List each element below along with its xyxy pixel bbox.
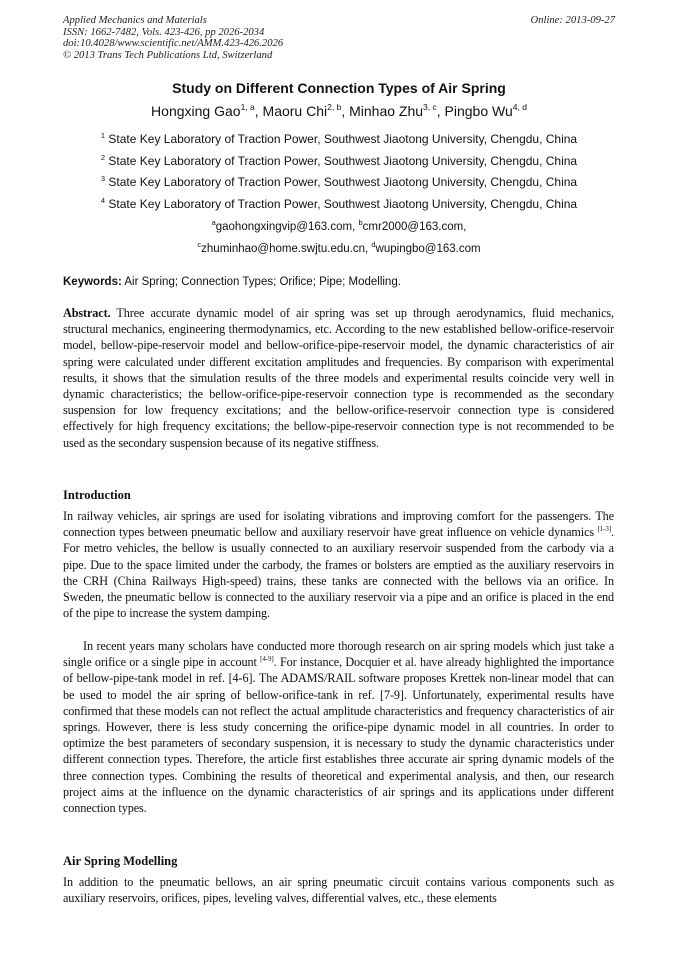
email-marker: d [371, 240, 376, 249]
paragraph-text: In recent years many scholars have conducted more thorough research on air spring models which just take a single orifice or a single pipe in account [63, 639, 614, 670]
email-address: cmr2000@163.com, [362, 221, 467, 233]
affiliation-text: State Key Laboratory of Traction Power, Southwest Jiaotong University, Chengdu, China [108, 175, 578, 189]
keywords-label: Keywords: [63, 276, 122, 288]
paragraph-text: . For metro vehicles, the bellow is usually connected to an auxiliary reservoir suspended from the carbody via a pipe. Due to the space limited under the carbody, the frames or bolsters are emptied as the auxiliary reservoirs in the CRH (China Railways High-speed) trains, these tanks are connected with the bellows via an orifice. In Sweden, the pneumatic bellow is connected to the auxiliary reservoir via a pipe and an orifice is placed in the end of the pipe to increase the system damping. [63, 525, 614, 621]
doi-line: doi:10.4028/www.scientific.net/AMM.423-426.2026 [63, 38, 284, 50]
abstract-label: Abstract. [63, 306, 111, 320]
email-marker: b [358, 218, 363, 227]
email-address: wupingbo@163.com [375, 243, 481, 255]
author-name: Minhao Zhu [349, 103, 424, 119]
affiliation [0, 131, 678, 146]
abstract [63, 305, 614, 451]
online-date: Online: 2013-09-27 [530, 15, 615, 26]
affiliation-text: State Key Laboratory of Traction Power, Southwest Jiaotong University, Chengdu, China [108, 154, 578, 168]
section-heading-modelling: Air Spring Modelling [63, 854, 178, 868]
keywords [63, 276, 401, 288]
modelling-paragraph-1: In addition to the pneumatic bellows, an air spring pneumatic circuit contains various components such as auxiliary reservoirs, orifices, pipes, leveling valves, differential valves, etc., these elements [63, 875, 614, 906]
email-marker: a [211, 218, 216, 227]
affiliation-number: 1 [100, 131, 106, 140]
author-affil-marker: 2, b [327, 102, 342, 112]
author-name: Pingbo Wu [444, 103, 513, 119]
affiliation [0, 196, 678, 211]
email-line [0, 218, 678, 233]
author-separator: , [436, 103, 445, 119]
email-line [0, 240, 678, 255]
affiliation-number: 3 [100, 174, 106, 183]
email-address: gaohongxingvip@163.com, [215, 221, 359, 233]
citation: [1-3] [597, 525, 612, 534]
keywords-text: Air Spring; Connection Types; Orifice; Pipe; Modelling. [121, 276, 401, 288]
affiliation-number: 2 [100, 153, 106, 162]
abstract-text: Three accurate dynamic model of air spring was set up through aerodynamics, fluid mechanics, structural mechanics, engineering thermodynamics, etc. According to the new established bellow-orifice-reservoir model, bellow-pipe-reservoir model and bellow-orifice-pipe-reservoir model, the dynamic characteristics of air spring were calculated under different excitation amplitudes and frequencies. By comparison with experimental results, it shows that the simulation results of the three models and experimental results coincide very well in dynamic characteristics; the bellow-orifice-pipe-reservoir connection type is recommended as the secondary suspension for low frequency excitations; and the bellow-orifice-reservoir connection type is considered effectively for high frequency excitations; the bellow-pipe-reservoir connection type is not recommended to be used as the secondary suspension because of its negative stiffness. [63, 306, 614, 450]
author-name: Hongxing Gao [151, 103, 241, 119]
copyright-line: © 2013 Trans Tech Publications Ltd, Switzerland [63, 49, 273, 61]
email-marker: c [197, 240, 202, 249]
author-affil-marker: 3, c [423, 102, 437, 112]
affiliation-text: State Key Laboratory of Traction Power, Southwest Jiaotong University, Chengdu, China [108, 197, 578, 211]
author-list [0, 102, 678, 119]
paragraph-text: In railway vehicles, air springs are used for isolating vibrations and improving comfort for the passengers. The connection types between pneumatic bellow and auxiliary reservoir have great influence on vehicle dynamics [63, 509, 614, 540]
paragraph-text: . For instance, Docquier et al. have already highlighted the importance of bellow-pipe-tank model in ref. [4-6]. The ADAMS/RAIL software proposes Krettek non-linear model that can be used to model the air spring of bellow-orifice-tank in ref. [7-9]. Unfortunately, experimental results have confirmed that these models can not reflect the actual amplitude characteristics and frequency characteristics of air springs. However, there is less study concerning the orifice-pipe dynamic model in all countries. In order to optimize the best parameters of secondary suspension, it is necessary to study the dynamic characteristics under different connection types. Therefore, the article first establishes three accurate air spring dynamic models of the three connection types. Combining the results of theoretical and experimental analysis, and then, our research project aims at the influence on the dynamic characteristics of air springs and its applications under different connection types. [63, 655, 614, 816]
email-address: zhuminhao@home.swjtu.edu.cn, [201, 243, 372, 255]
affiliation-text: State Key Laboratory of Traction Power, Southwest Jiaotong University, Chengdu, China [108, 132, 578, 146]
affiliation [0, 174, 678, 189]
author-affil-marker: 4, d [512, 102, 527, 112]
issn-line: ISSN: 1662-7482, Vols. 423-426, pp 2026-2034 [63, 26, 265, 38]
paper-title: Study on Different Connection Types of Air Spring [172, 80, 506, 96]
author-separator: , [341, 103, 350, 119]
introduction-paragraph-2 [63, 638, 614, 816]
affiliation [0, 153, 678, 168]
journal-header [63, 15, 283, 61]
section-heading-introduction: Introduction [63, 488, 131, 502]
citation: [4-9] [260, 655, 274, 664]
author-name: Maoru Chi [262, 103, 328, 119]
introduction-paragraph-1 [63, 508, 614, 621]
affiliation-number: 4 [100, 196, 106, 205]
author-separator: , [254, 103, 263, 119]
journal-name: Applied Mechanics and Materials [63, 15, 207, 26]
author-affil-marker: 1, a [240, 102, 255, 112]
